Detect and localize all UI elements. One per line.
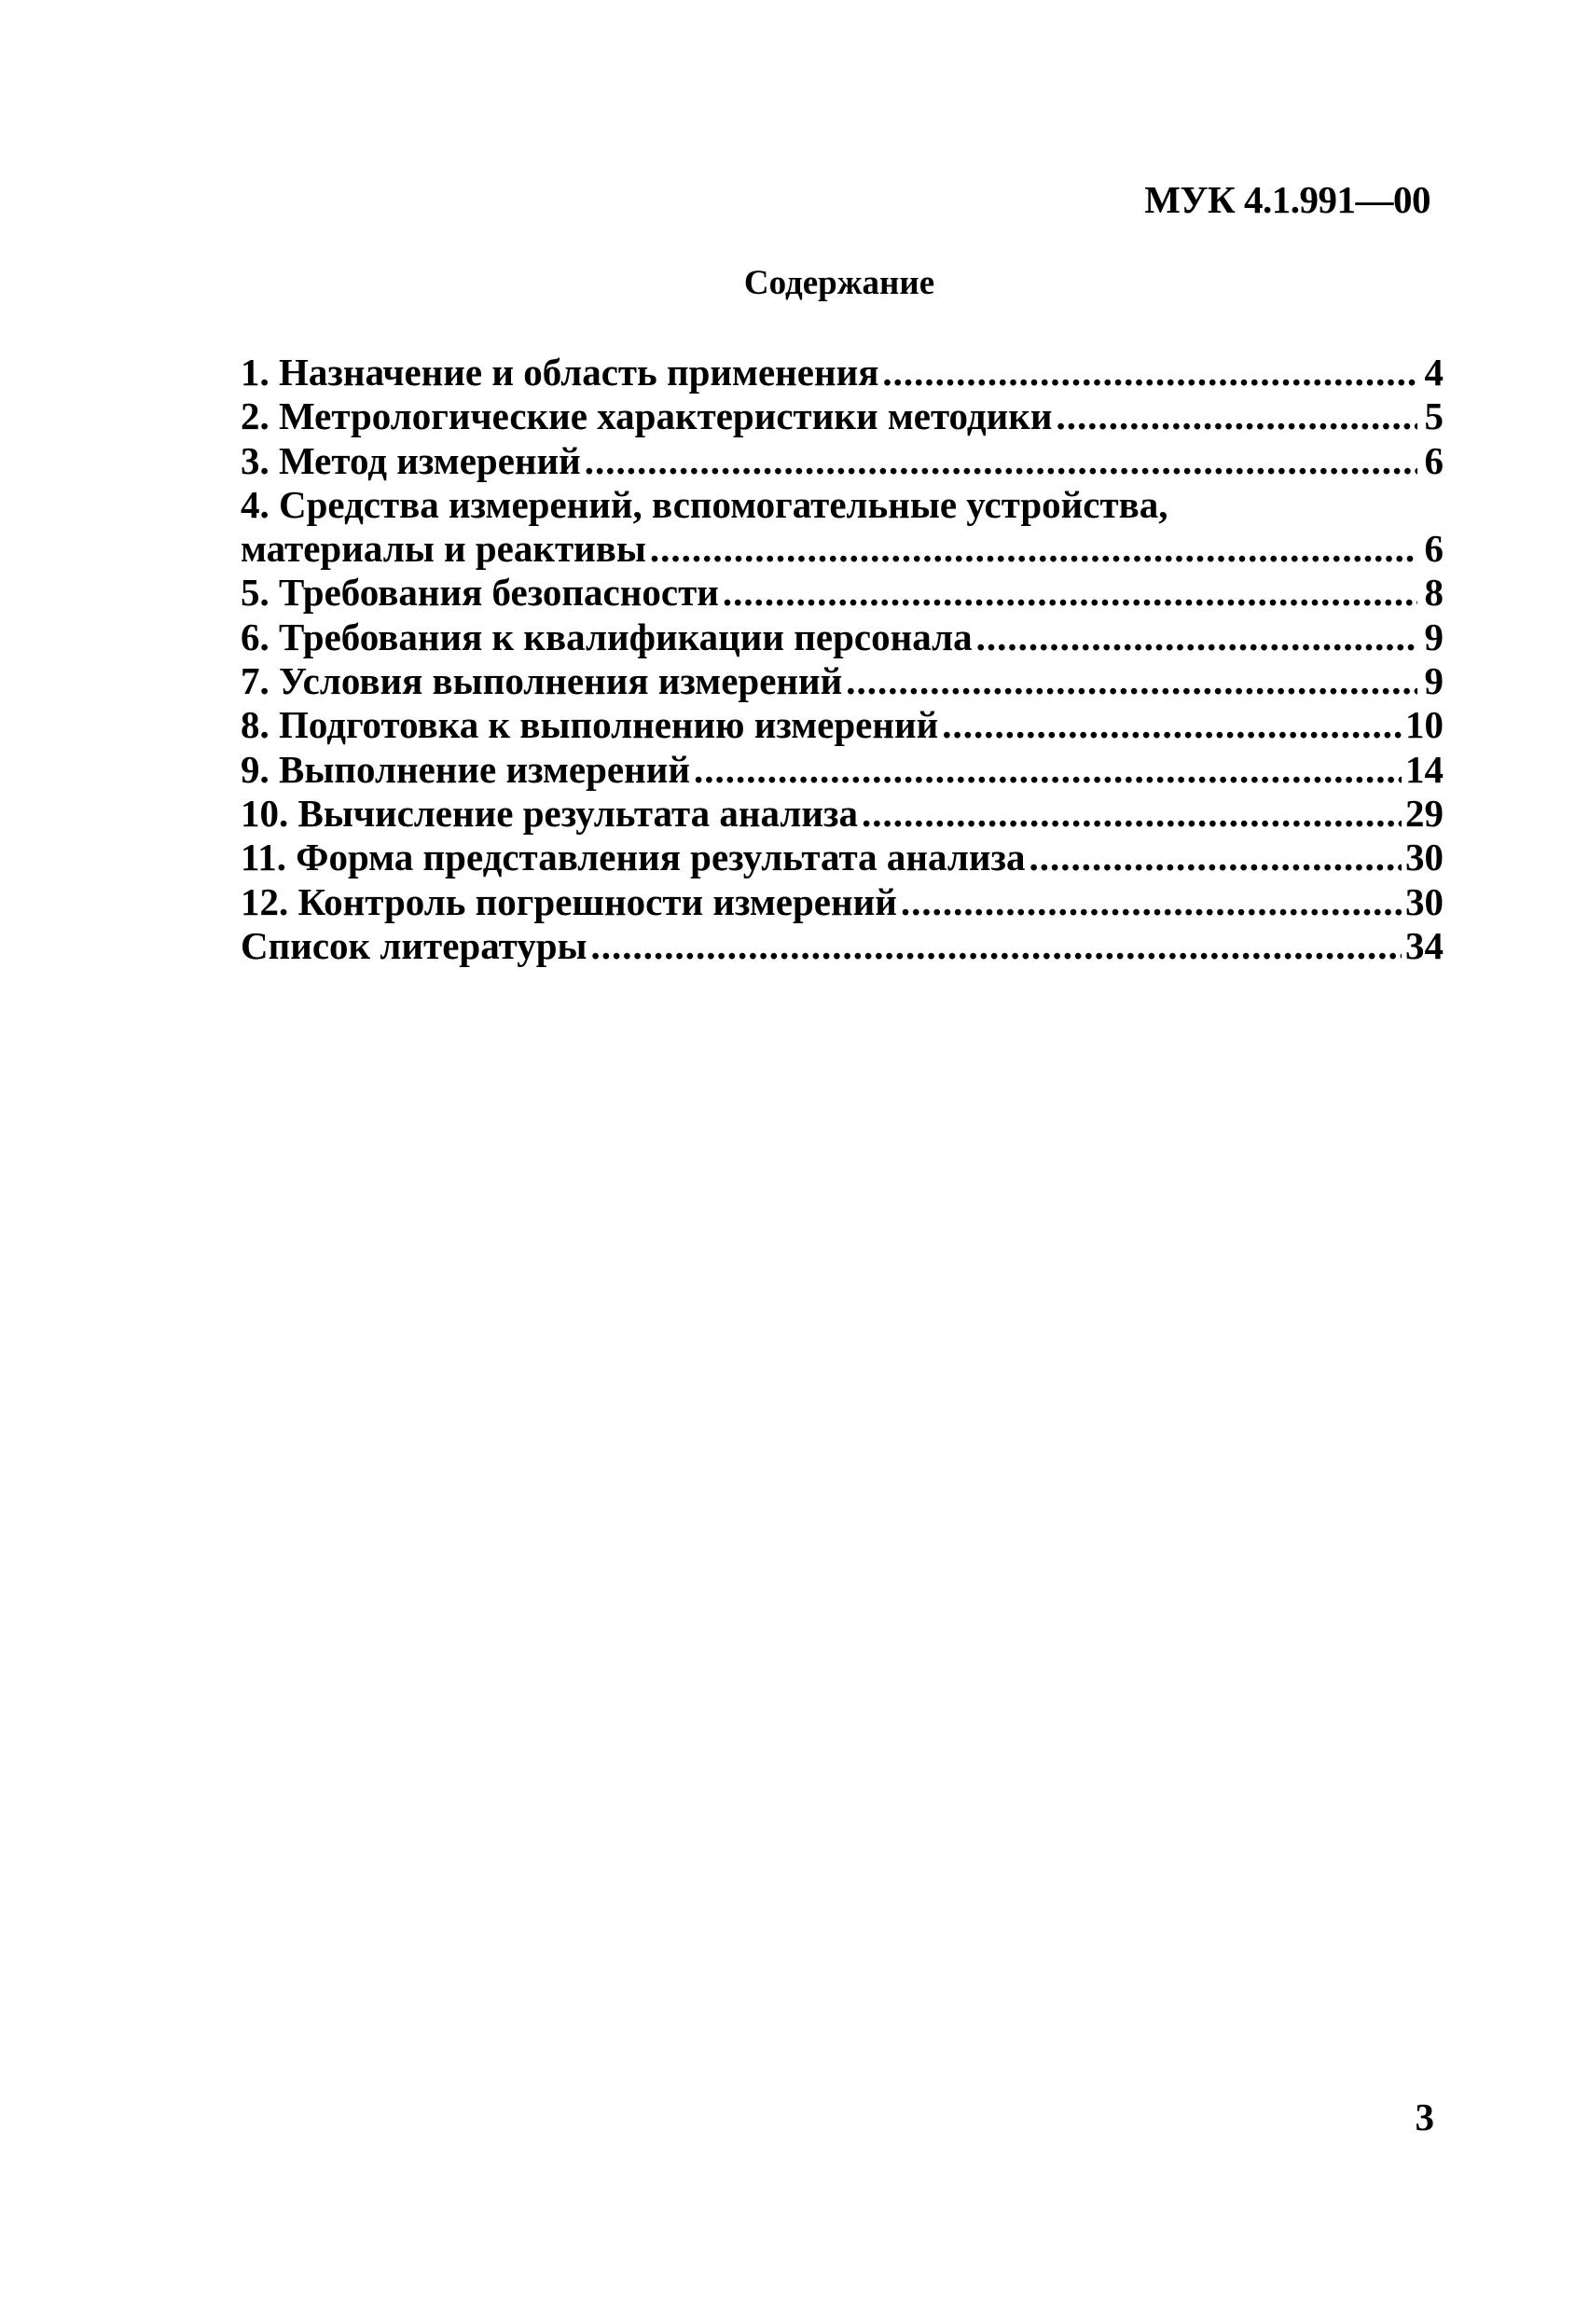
toc-entry-page: 30 [1405,879,1444,923]
toc-entry-7[interactable] [241,659,1444,703]
toc-leader-dots [1056,394,1417,438]
toc-entry-text: 4. Средства измерений, вспомогательные устройства, [241,482,1168,526]
toc-entry-text: Список литературы [241,923,587,967]
table-of-contents [241,351,1444,968]
toc-entry-1[interactable] [241,351,1444,394]
toc-leader-dots [591,924,1402,968]
toc-leader-dots [901,880,1402,924]
toc-entry-4-line-1[interactable] [241,483,1444,527]
toc-entry-text: 3. Метод измерений [241,438,581,482]
toc-entry-page: 6 [1424,527,1444,571]
page-number: 3 [1415,2096,1434,2138]
toc-entry-text: 5. Требования безопасности [241,571,719,615]
toc-leader-dots [846,659,1417,703]
toc-leader-dots [882,351,1417,394]
toc-entry-12[interactable] [241,880,1444,924]
toc-entry-text: 8. Подготовка к выполнению измерений [241,703,939,747]
toc-leader-dots [650,527,1417,571]
toc-entry-page: 29 [1405,791,1444,835]
toc-leader-dots [723,571,1417,615]
toc-entry-2[interactable] [241,394,1444,438]
toc-entry-page: 8 [1424,571,1444,615]
toc-entry-text: 12. Контроль погрешности измерений [241,879,897,923]
toc-entry-page: 5 [1424,394,1444,438]
toc-entry-9[interactable] [241,748,1444,792]
toc-entry-10[interactable] [241,792,1444,836]
toc-entry-text: материалы и реактивы [241,527,646,571]
toc-entry-page: 10 [1405,703,1444,747]
toc-entry-text: 1. Назначение и область применения [241,351,879,394]
toc-leader-dots [694,748,1402,792]
toc-entry-8[interactable] [241,703,1444,747]
toc-leader-dots [976,616,1417,659]
toc-entry-page: 6 [1424,438,1444,482]
toc-entry-page: 9 [1424,615,1444,658]
toc-entry-3[interactable] [241,439,1444,483]
toc-entry-page: 9 [1424,659,1444,703]
toc-entry-11[interactable] [241,836,1444,879]
toc-entry-page: 14 [1405,747,1444,791]
toc-entry-4-line-2[interactable] [241,527,1444,571]
toc-entry-text: 11. Форма представления результата анализа [241,836,1026,879]
document-code: МУК 4.1.991—00 [1144,178,1430,221]
toc-entry-5[interactable] [241,571,1444,615]
toc-entry-text: 6. Требования к квалификации персонала [241,615,973,658]
toc-title: Содержание [743,264,935,302]
toc-entry-text: 7. Условия выполнения измерений [241,659,843,703]
toc-leader-dots [1029,836,1402,879]
toc-entry-text: 2. Метрологические характеристики методики [241,394,1053,438]
toc-leader-dots [585,439,1417,483]
toc-entry-text: 9. Выполнение измерений [241,747,690,791]
toc-entry-page: 30 [1405,836,1444,879]
toc-entry-text: 10. Вычисление результата анализа [241,791,858,835]
toc-leader-dots [942,703,1402,747]
toc-leader-dots [862,792,1402,836]
toc-entry-page: 4 [1424,351,1444,394]
toc-entry-references[interactable] [241,924,1444,968]
toc-entry-6[interactable] [241,616,1444,659]
toc-entry-page: 34 [1405,923,1444,967]
